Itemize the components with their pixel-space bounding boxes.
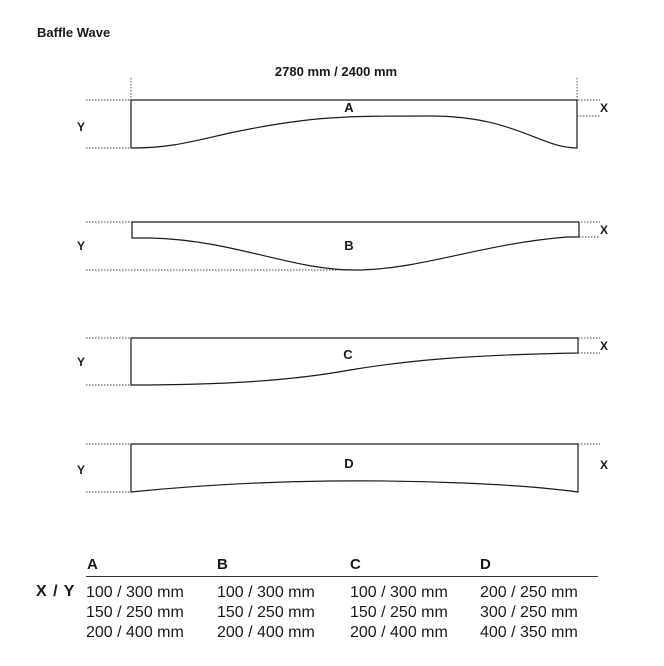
shape-letter: B: [344, 238, 354, 253]
column-a-values: [86, 583, 184, 643]
table-cell: 300 / 250 mm: [480, 604, 578, 621]
x-label: X: [599, 458, 609, 472]
table-cell: 200 / 400 mm: [217, 624, 315, 641]
column-d-values: [480, 583, 578, 643]
table-cell: 150 / 250 mm: [217, 604, 315, 621]
shape-b: [77, 222, 608, 270]
y-label: Y: [76, 463, 86, 477]
table-cell: 100 / 300 mm: [86, 584, 184, 601]
table-cell: 100 / 300 mm: [350, 584, 448, 601]
x-label: X: [599, 339, 609, 353]
y-label: Y: [76, 355, 86, 369]
y-label: Y: [76, 239, 86, 253]
column-b-values: [217, 583, 315, 643]
dimension-label: 2780 mm / 2400 mm: [274, 64, 398, 79]
shape-letter: D: [344, 456, 354, 471]
y-label: Y: [76, 120, 86, 134]
shape-letter: A: [344, 100, 354, 115]
table-cell: 200 / 250 mm: [480, 584, 578, 601]
table-cell: 400 / 350 mm: [480, 624, 578, 641]
column-header-b: B: [217, 556, 228, 573]
shape-c: [77, 338, 608, 385]
shape-a: [77, 100, 608, 148]
table-cell: 150 / 250 mm: [350, 604, 448, 621]
table-cell: 200 / 400 mm: [350, 624, 448, 641]
dimensions-table: [0, 556, 664, 656]
table-cell: 200 / 400 mm: [86, 624, 184, 641]
wave-outline: [131, 100, 577, 148]
row-label: X / Y: [36, 583, 76, 600]
column-header-a: A: [87, 556, 98, 573]
table-cell: 150 / 250 mm: [86, 604, 184, 621]
header-divider: [86, 576, 598, 577]
shape-letter: C: [343, 347, 353, 362]
wave-outline: [131, 338, 578, 385]
wave-outline: [132, 222, 579, 270]
shape-d: [77, 444, 608, 492]
x-label: X: [599, 223, 609, 237]
table-cell: 100 / 300 mm: [217, 584, 315, 601]
column-header-d: D: [480, 556, 491, 573]
column-c-values: [350, 583, 448, 643]
page-title: Baffle Wave: [37, 25, 111, 40]
column-header-c: C: [350, 556, 361, 573]
wave-outline: [131, 444, 578, 492]
x-label: X: [599, 101, 609, 115]
